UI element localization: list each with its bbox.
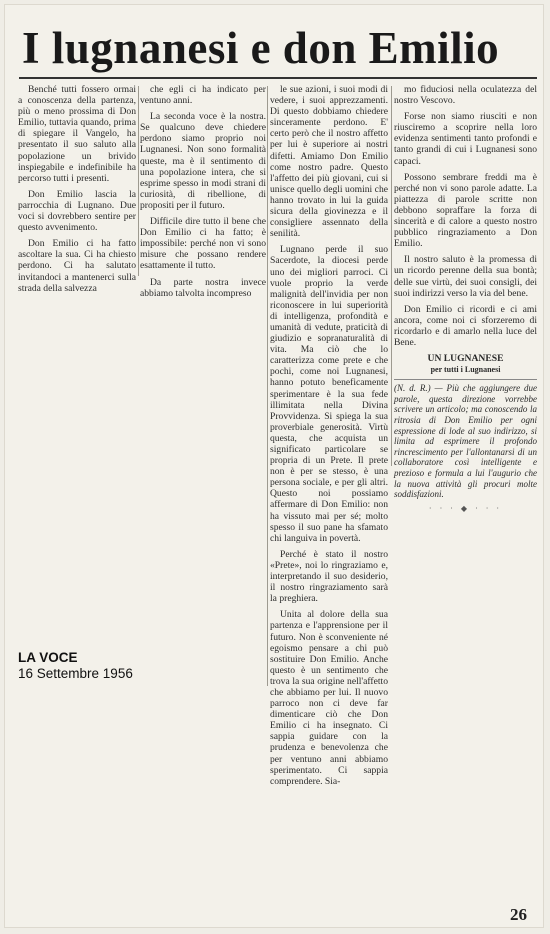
paragraph: Il nostro saluto è la promessa di un ricordo perenne della sua bontà; delle sue virtù, dei suoi consigli, dei suoi indirizzi verso la via del bene. xyxy=(394,254,537,299)
paragraph: La seconda voce è la nostra. Se qualcuno deve chiedere perdono siamo proprio noi Lugnanesi. Non sono formalità queste, ma è il sentimento di una popolazione intera, che si esprime spesso in modi strani di curiosità, di ribellione, di propositi per il futuro. xyxy=(140,111,266,211)
ornament-divider: · · · ◆ · · · xyxy=(428,503,503,513)
column-divider xyxy=(391,86,392,466)
article-column-3 xyxy=(270,84,388,792)
column-4-body xyxy=(394,84,537,348)
paragraph: Don Emilio lascia la parrocchia di Lugnano. Due voci si dovrebbero sentire per questo avvenimento. xyxy=(18,188,136,234)
column-divider xyxy=(138,86,139,276)
bleed-through-header xyxy=(34,4,514,22)
source-name: LA VOCE xyxy=(18,650,78,665)
source-date: 16 Settembre 1956 xyxy=(18,666,133,681)
editor-note: (N. d. R.) — Più che aggiungere due parole, questa direzione vorrebbe scrivere un articolo; ma conoscendo la ritrosia di Don Emilio per ogni espressione di lode al suo indirizzo, si limita ad esprimere il profondo rincrescimento per l'allontanarsi di un collaboratore così intelligente e prezioso e formula a lui l'augurio che la nuova attività gli procuri molte soddisfazioni. xyxy=(394,379,537,500)
paragraph: Da parte nostra invece abbiamo talvolta incompreso xyxy=(140,276,266,299)
paragraph: mo fiduciosi nella oculatezza del nostro Vescovo. xyxy=(394,84,537,107)
headline-rule xyxy=(19,77,537,79)
paragraph: Benché tutti fossero ormai a conoscenza della partenza, più o meno prossima di Don Emilio, tuttavia quando, prima di spiegare il Vangelo, ha presentato il suo saluto alla popolazione un brivido inspiegabile e indefinibile ha percorso tutti i presenti. xyxy=(18,84,136,184)
article-signature: UN LUGNANESE xyxy=(427,353,504,365)
paragraph: le sue azioni, i suoi modi di vedere, i suoi apprezzamenti. Di questo dobbiamo chiedere sinceramente perdono. E' certo però che il nostro affetto per lui è superiore ai nostri difetti. Amiamo Don Emilio come nostro padre. Questo l'affetto dei più giovani, cui si unisce quello degli uomini che hanno trovato in lui la guida sicura della giovinezza e il consigliere assennato della senilità. xyxy=(270,84,388,240)
column-divider xyxy=(267,86,268,686)
paragraph: Forse non siamo riusciti e non riusciremo a scoprire nella loro evidenza sentimenti tanto profondi e tanto grandi di cui i Lugnanesi sono capaci. xyxy=(394,111,537,167)
paragraph: Difficile dire tutto il bene che Don Emilio ci ha fatto; è impossibile: perché non vi sono misure che possano rendere esattamente il tutto. xyxy=(140,216,266,272)
paragraph: Don Emilio ci ricordi e ci ami ancora, come noi ci sforzeremo di ricordarlo e di amarlo nella luce del Bene. xyxy=(394,303,537,348)
article-column-2 xyxy=(140,84,266,304)
article-headline: I lugnanesi e don Emilio xyxy=(22,23,500,73)
paragraph: Lugnano perde il suo Sacerdote, la diocesi perde uno dei migliori parroci. Ci vuole proprio la verde malignità dell'invidia per non riconoscere in lui superiorità di intelligenza, profondità e umanità di vedute, praticità di giudizio e sopranaturalità di vita. Ma ciò che lo caratterizza come prete e che pochi, come noi Lugnanesi, hanno potuto beneficamente sperimentare è la sua fede illimitata nella Divina Provvidenza. Si spiega la sua proverbiale generosità. Virtù questa, che acquista un significato particolare se propria di un Prete. Il prete non è per se stesso, è una persona sociale, e per gli altri. Questo noi possiamo affermare di Don Emilio: non ha vissuto mai per sé; molto spesso il suo pane ha sfamato chi languiva in povertà. xyxy=(270,244,388,544)
signature-subtitle: per tutti i Lugnanesi xyxy=(430,365,501,375)
source-citation xyxy=(18,650,133,682)
paragraph: Don Emilio ci ha fatto ascoltare la sua. Ci ha chiesto perdono. Ci ha salutato invitandoci a mantenerci sulla strada della salvezza xyxy=(18,238,136,294)
newspaper-page xyxy=(4,4,544,928)
paragraph: Possono sembrare freddi ma è perché non vi sono parole adatte. La piattezza di parole scritte non debbono sopraffare la forza di sincerità e di calore a questo nostro pubblico ringraziamento a Don Emilio. xyxy=(394,171,537,250)
article-column-1 xyxy=(18,84,136,299)
page-number: 26 xyxy=(510,905,527,924)
paragraph: Perché è stato il nostro «Prete», noi lo ringraziamo e, interpretando il suo desiderio, il nostro ringraziamento sarà la preghiera. xyxy=(270,548,388,605)
article-column-4 xyxy=(394,84,537,514)
paragraph: Unita al dolore della sua partenza e l'apprensione per il futuro. Non è sconveniente né egoismo pensare a chi può sostituire Don Emilio. Anche questo è un sentimento che trova la sua origine nell'affetto che abbiamo per lui. Il nuovo parroco non ci deve far dimenticare ciò che Don Emilio ci ha insegnato. Ci sappia guidare con la prudenza e benevolenza che per ventuno anni abbiamo sperimentato. Ci sappia comprendere. Sia- xyxy=(270,609,388,787)
paragraph: che egli ci ha indicato per ventuno anni. xyxy=(140,84,266,107)
